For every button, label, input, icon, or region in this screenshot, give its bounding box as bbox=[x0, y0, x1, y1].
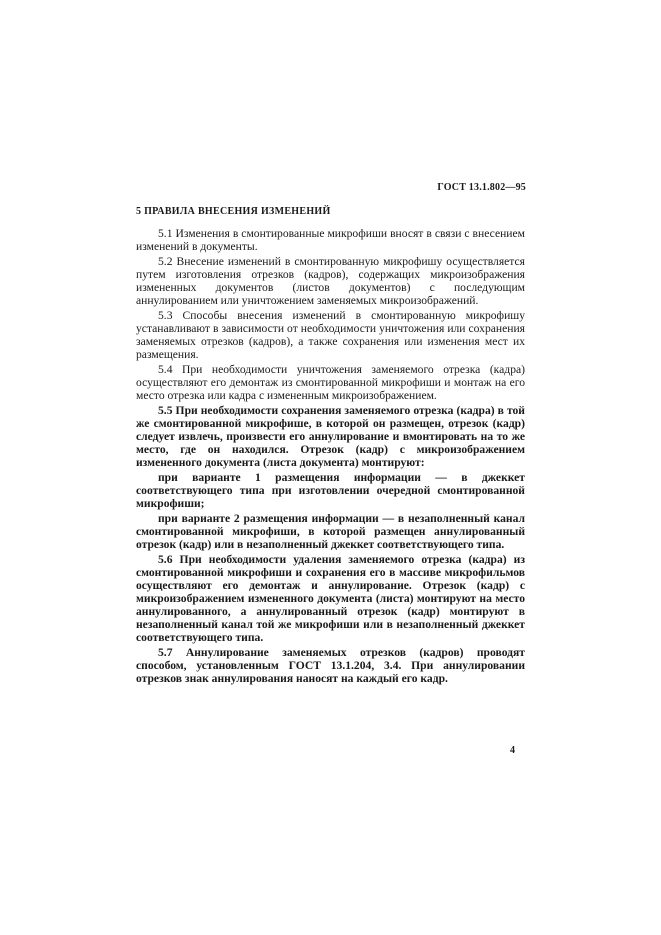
paragraph-5-2: 5.2 Внесение изменений в смонтированную микрофишу осуществляется путем изготовления отрезков (кадров), содержащих микроизображения измененных документов (листов документов) с последующим аннулированием или уничтожением заменяемых микроизображений. bbox=[136, 255, 525, 307]
paragraph-5-4: 5.4 При необходимости уничтожения заменяемого отрезка (кадра) осуществляют его демонтаж из смонтированной микрофиши и монтаж на его место отрезка или кадра с измененным микроизображением. bbox=[136, 363, 525, 402]
paragraph-5-7: 5.7 Аннулирование заменяемых отрезков (кадров) проводят способом, установленным ГОСТ 13.1.204, 3.4. При аннулировании отрезков знак аннулирования наносят на каждый его кадр. bbox=[136, 646, 525, 685]
paragraph-variant-1: при варианте 1 размещения информации — в джеккет соответствующего типа при изготовлении очередной смонтированной микрофиши; bbox=[136, 471, 525, 510]
document-header: ГОСТ 13.1.802—95 bbox=[437, 182, 526, 193]
paragraph-5-1: 5.1 Изменения в смонтированные микрофиши вносят в связи с внесением изменений в документы. bbox=[136, 227, 525, 253]
paragraph-variant-2: при варианте 2 размещения информации — в незаполненный канал смонтированной микрофиши, в которой размещен аннулированный отрезок (кадр) или в незаполненный джеккет соответствующего типа. bbox=[136, 512, 525, 551]
paragraph-5-3: 5.3 Способы внесения изменений в смонтированную микрофишу устанавливают в зависимости от необходимости уничтожения или сохранения заменяемых отрезков (кадров), а также сохранения или изменения мест их размещения. bbox=[136, 309, 525, 361]
paragraph-5-5: 5.5 При необходимости сохранения заменяемого отрезка (кадра) в той же смонтированной микрофише, в которой он размещен, отрезок (кадр) следует извлечь, произвести его аннулирование и вмонтировать на то же место, где он находился. Отрезок (кадр) с микроизображением измененного документа (листа документа) монтируют: bbox=[136, 404, 525, 469]
section-title: 5 ПРАВИЛА ВНЕСЕНИЯ ИЗМЕНЕНИЙ bbox=[136, 206, 331, 217]
page-number: 4 bbox=[510, 745, 515, 756]
paragraph-5-6: 5.6 При необходимости удаления заменяемого отрезка (кадра) из смонтированной микрофиши и сохранения его в массиве микрофильмов осуществляют его демонтаж и аннулирование. Отрезок (кадр) с микроизображением измененного документа (листа) монтируют на место аннулированного, а аннулированный отрезок (кадр) монтируют в незаполненный канал той же микрофиши или в незаполненный джеккет соответствующего типа. bbox=[136, 553, 525, 644]
document-body bbox=[136, 227, 525, 687]
